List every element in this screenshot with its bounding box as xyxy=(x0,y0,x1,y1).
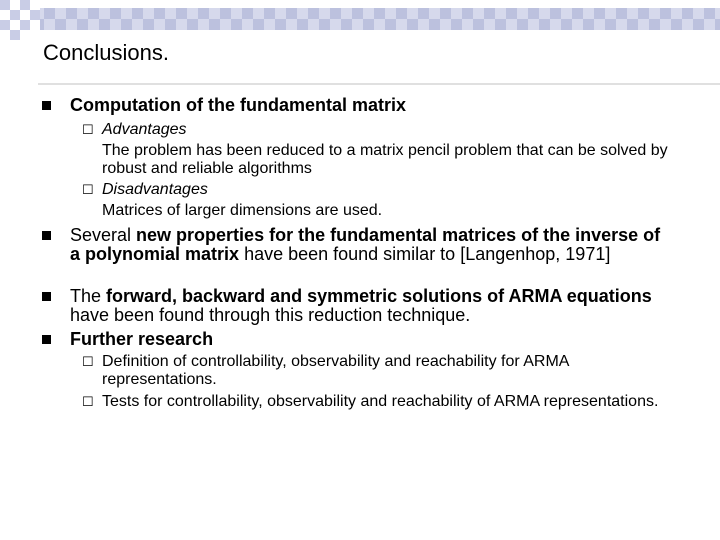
square-bullet-icon xyxy=(42,231,51,240)
square-bullet-icon xyxy=(42,101,51,110)
slide-title: Conclusions. xyxy=(43,40,169,65)
square-bullet-icon xyxy=(42,292,51,301)
checkbox-bullet-icon: ☐ xyxy=(82,122,94,137)
sub-bullet-disadvantages-text xyxy=(102,202,672,220)
sub-bullet-body: The problem has been reduced to a matrix pencil problem that can be solved by robust and reliable algorithms xyxy=(102,142,668,177)
title-divider xyxy=(38,83,720,85)
checkbox-bullet-icon: ☐ xyxy=(82,182,94,197)
checkbox-bullet-icon: ☐ xyxy=(82,354,94,369)
bullet-text: The forward, backward and symmetric solutions of ARMA equations have been found through this reduction technique. xyxy=(70,286,652,325)
bullet-text: Computation of the fundamental matrix xyxy=(70,95,407,115)
sub-bullet-body: Matrices of larger dimensions are used. xyxy=(102,202,383,219)
checkbox-bullet-icon: ☐ xyxy=(82,394,94,409)
bullet-text: Further research xyxy=(70,329,214,349)
sub-bullet-body: Tests for controllability, observability and reachability of ARMA representations. xyxy=(102,393,659,410)
decorative-top-band xyxy=(0,8,720,30)
sub-bullet-heading: Disadvantages xyxy=(102,181,208,198)
sub-bullet-body: Definition of controllability, observability and reachability for ARMA representations. xyxy=(102,353,569,388)
bullet-text: Several new properties for the fundamental matrices of the inverse of a polynomial matrix have been found similar to [Langenhop, 1971] xyxy=(70,225,661,264)
sub-bullet-advantages-text xyxy=(102,142,672,178)
square-bullet-icon xyxy=(42,335,51,344)
sub-bullet-heading: Advantages xyxy=(102,121,187,138)
